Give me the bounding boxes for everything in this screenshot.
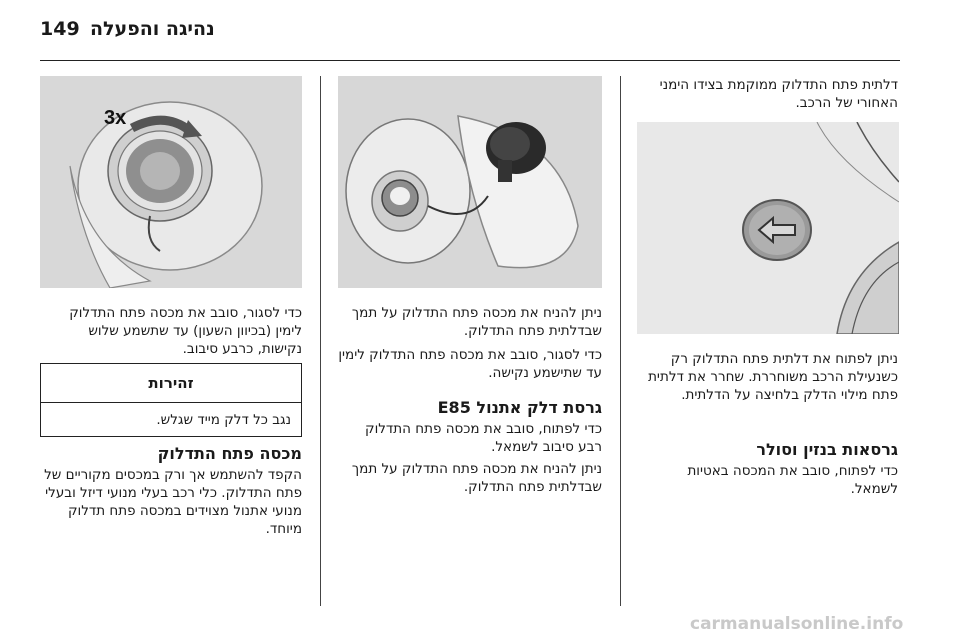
watermark: carmanualsonline.info xyxy=(690,614,904,634)
header-rule xyxy=(40,60,900,61)
figure-turn-count-label: 3x xyxy=(104,107,127,129)
caution-text: נגב כל דלק מייד שגלש. xyxy=(156,412,291,428)
petrol-diesel-heading: גרסאות בנזין וסולר xyxy=(756,440,898,459)
cap-holder-text: ניתן להניח את מכסה פתח התדלוק על תמך שבדלתית פתח התדלוק. xyxy=(351,305,602,339)
column-divider-left xyxy=(320,76,321,606)
fuel-cap-holder-figure xyxy=(338,76,602,288)
page-number: 149 xyxy=(40,18,80,40)
petrol-diesel-text: כדי לפתוח, סובב את המכסה באטיות לשמאל. xyxy=(687,463,898,497)
fuel-cap-heading: מכסה פתח התדלוק xyxy=(157,444,302,463)
close-cap-text: כדי לסגור, סובב את מכסה פתח התדלוק לימין עד שתישמע נקישה. xyxy=(338,347,602,381)
running-title: נהיגה והפעלה xyxy=(90,18,215,40)
fuel-cap-turn-figure xyxy=(40,76,302,288)
e85-holder-text: ניתן להניח את מכסה פתח התדלוק על תמך שבדלתית פתח התדלוק. xyxy=(351,461,602,495)
caution-title: זהירות xyxy=(41,364,301,403)
e85-open-text: כדי לפתוח, סובב את מכסה פתח התדלוק רבע סיבוב לשמאל. xyxy=(365,421,602,455)
caution-box xyxy=(40,363,302,437)
column-divider-right xyxy=(620,76,621,606)
fuel-door-location-text: דלתית פתח התדלוק ממוקמת בצידו הימני האחורי של הרכב. xyxy=(659,77,898,111)
e85-heading: גרסת דלק אתנול E85 xyxy=(437,398,602,417)
fuel-door-open-text: ניתן לפתוח את דלתית פתח התדלוק רק כשנעילת הרכב משוחררת. שחרר את דלתית פתח מילוי הדלק בלחיצה על הדלתית. xyxy=(648,351,898,403)
close-cap-clicks-text: כדי לסגור, סובב את מכסה פתח התדלוק לימין (בכיוון השעון) עד שתשמע שלוש נקישות, כרבע סיבוב. xyxy=(69,305,302,357)
fuel-cap-original-text: הקפד להשתמש אך ורק במכסים מקוריים של פתח התדלוק. כלי רכב בעלי מנועי דיזל ובעלי מנועי אתנול מצוידים במכסה פתח תדלוק מיוחד. xyxy=(44,467,302,537)
fuel-door-closed-figure xyxy=(637,122,899,334)
